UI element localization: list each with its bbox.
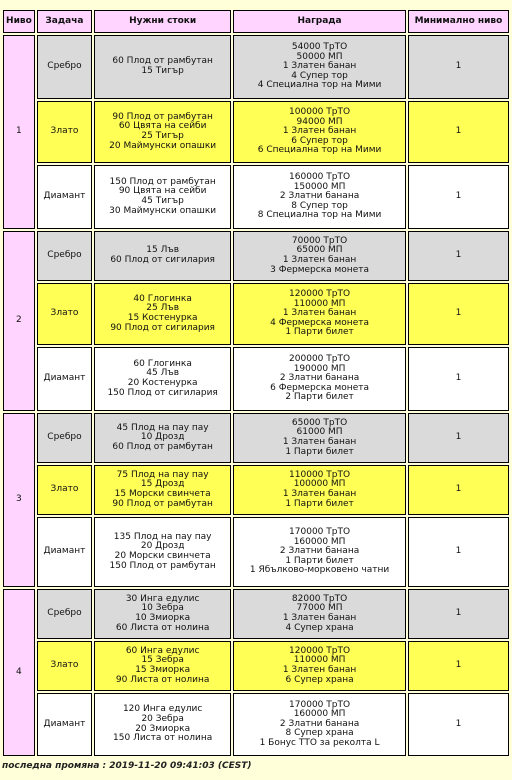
needs-item: 30 Маймунски опашки (109, 205, 217, 216)
needs-cell (94, 101, 231, 163)
needs-item: 20 Морски свинчета (114, 551, 211, 561)
needs-item: 15 Костенурка (127, 313, 198, 323)
needs-cell (94, 693, 231, 756)
needs-item: 45 Плод на пау пау (116, 422, 209, 433)
needs-cell (94, 641, 231, 691)
needs-item: 20 Дрозд (140, 541, 185, 552)
table-row (3, 283, 509, 345)
needs-item: 60 Цвята на сейби (118, 121, 207, 132)
needs-item: 60 Листа от нолина (115, 622, 210, 633)
min-level-cell: 1 (408, 347, 509, 411)
needs-item: 20 Зебра (141, 713, 184, 724)
needs-cell (94, 231, 231, 281)
quest-table-body (3, 35, 509, 756)
reward-item: 65000 МП (296, 245, 343, 256)
min-level-cell: 1 (408, 35, 509, 99)
reward-item: 170000 ТрТО (289, 699, 351, 710)
needs-item: 90 Плод от рамбутан (112, 111, 213, 122)
task-cell: Диамант (37, 517, 92, 587)
needs-item: 45 Тигър (141, 196, 184, 206)
table-row (3, 165, 509, 229)
reward-item: 4 Супер тор (291, 70, 348, 81)
needs-cell (94, 165, 231, 229)
table-row (3, 231, 509, 281)
reward-cell (233, 413, 406, 463)
needs-item: 20 Змиорка (135, 723, 191, 734)
reward-item: 110000 МП (293, 298, 346, 309)
reward-item: 120000 ТрТО (289, 289, 351, 300)
reward-item: 160000 МП (293, 536, 346, 547)
min-level-cell: 1 (408, 641, 509, 691)
table-row (3, 693, 509, 756)
table-row (3, 517, 509, 587)
header-level: Ниво (3, 10, 35, 33)
needs-item: 25 Лъв (146, 303, 180, 314)
reward-item: 8 Супер тор (291, 200, 348, 211)
task-cell: Диамант (37, 693, 92, 756)
task-cell: Злато (37, 283, 92, 345)
needs-item: 15 Тигър (141, 66, 184, 76)
reward-cell (233, 165, 406, 229)
reward-item: 2 Златни банана (279, 718, 360, 729)
needs-item: 150 Плод от рамбутан (109, 176, 216, 187)
reward-item: 70000 ТрТО (291, 235, 348, 246)
table-row (3, 413, 509, 463)
reward-cell (233, 589, 406, 639)
reward-item: 1 Парти билет (285, 446, 354, 457)
task-cell: Сребро (37, 413, 92, 463)
needs-item: 40 Глогинка (133, 293, 192, 304)
table-row (3, 35, 509, 99)
table-row (3, 347, 509, 411)
needs-item: 25 Тигър (141, 131, 184, 141)
reward-item: 170000 ТрТО (289, 527, 351, 538)
reward-item: 1 Златен банан (282, 613, 357, 623)
reward-item: 94000 МП (296, 116, 343, 127)
reward-item: 110000 ТрТО (289, 469, 351, 480)
reward-item: 1 Златен банан (282, 665, 357, 675)
needs-item: 150 Плод от сигилария (107, 387, 218, 398)
reward-item: 4 Фермерска монета (270, 317, 369, 328)
header-reward: Награда (233, 10, 406, 33)
needs-item: 10 Зебра (141, 603, 184, 614)
reward-item: 1 Златен банан (282, 437, 357, 447)
reward-item: 2 Златни банана (279, 373, 360, 384)
needs-item: 20 Маймунски опашки (109, 140, 217, 151)
min-level-cell: 1 (408, 693, 509, 756)
task-cell: Сребро (37, 35, 92, 99)
header-min-level: Минимално ниво (408, 10, 509, 33)
reward-item: 1 Парти билет (285, 327, 354, 338)
table-row (3, 589, 509, 639)
needs-item: 90 Плод от рамбутан (112, 498, 213, 509)
reward-item: 6 Супер тор (291, 135, 348, 146)
reward-item: 2 Златни банана (279, 191, 360, 202)
reward-item: 160000 ТрТО (289, 172, 351, 183)
reward-item: 1 Златен банан (282, 489, 357, 499)
needs-item: 15 Змиорка (135, 665, 191, 675)
reward-cell (233, 517, 406, 587)
needs-item: 15 Лъв (146, 245, 180, 256)
header-row (3, 10, 509, 33)
reward-cell (233, 347, 406, 411)
reward-item: 65000 ТрТО (291, 417, 348, 428)
needs-item: 90 Цвята на сейби (118, 186, 207, 197)
needs-item: 15 Зебра (141, 655, 184, 666)
needs-item: 75 Плод на пау пау (116, 469, 209, 480)
min-level-cell: 1 (408, 231, 509, 281)
reward-item: 190000 МП (293, 363, 346, 374)
level-cell: 3 (3, 413, 35, 587)
reward-item: 1 Бонус ТТО за реколта L (259, 737, 380, 748)
table-row (3, 641, 509, 691)
needs-cell (94, 517, 231, 587)
last-modified-note: последна промяна : 2019-11-20 09:41:03 (CEST) (2, 761, 252, 771)
min-level-cell: 1 (408, 101, 509, 163)
reward-item: 2 Златни банана (279, 546, 360, 557)
needs-item: 30 Инга едулис (125, 593, 200, 604)
reward-item: 4 Специална тор на Мими (257, 80, 382, 91)
header-task: Задача (37, 10, 92, 33)
min-level-cell: 1 (408, 517, 509, 587)
needs-item: 60 Плод от сигилария (110, 255, 215, 265)
needs-item: 20 Костенурка (127, 378, 198, 388)
reward-item: 8 Супер храна (285, 728, 354, 739)
task-cell: Сребро (37, 589, 92, 639)
reward-item: 6 Фермерска монета (270, 382, 369, 393)
reward-item: 100000 МП (293, 479, 346, 490)
reward-item: 1 Златен банан (282, 255, 357, 265)
reward-cell (233, 35, 406, 99)
reward-item: 4 Супер храна (285, 622, 354, 633)
needs-item: 15 Дрозд (140, 479, 185, 490)
needs-item: 10 Дрозд (140, 432, 185, 443)
reward-cell (233, 465, 406, 515)
task-cell: Злато (37, 465, 92, 515)
needs-item: 15 Морски свинчета (114, 489, 211, 499)
needs-item: 60 Плод от рамбутан (112, 56, 213, 67)
needs-item: 90 Плод от сигилария (110, 322, 215, 333)
needs-item: 150 Плод от рамбутан (109, 560, 216, 571)
reward-item: 8 Специална тор на Мими (257, 210, 382, 221)
reward-item: 6 Специална тор на Мими (257, 145, 382, 156)
needs-cell (94, 283, 231, 345)
reward-cell (233, 101, 406, 163)
reward-item: 200000 ТрТО (289, 354, 351, 365)
needs-item: 150 Листа от нолина (113, 733, 213, 744)
table-row (3, 465, 509, 515)
reward-item: 82000 ТрТО (291, 593, 348, 604)
needs-item: 60 Плод от рамбутан (112, 441, 213, 452)
quest-table (1, 8, 511, 758)
header-needs: Нужни стоки (94, 10, 231, 33)
level-cell: 2 (3, 231, 35, 411)
table-row (3, 101, 509, 163)
level-cell: 4 (3, 589, 35, 756)
needs-item: 10 Змиорка (135, 613, 191, 623)
reward-item: 1 Ябълково-морковено чатни (249, 565, 390, 576)
level-cell: 1 (3, 35, 35, 229)
needs-cell (94, 465, 231, 515)
min-level-cell: 1 (408, 589, 509, 639)
min-level-cell: 1 (408, 283, 509, 345)
needs-item: 90 Листа от нолина (115, 674, 210, 685)
min-level-cell: 1 (408, 165, 509, 229)
reward-cell (233, 283, 406, 345)
reward-item: 160000 МП (293, 709, 346, 720)
needs-item: 45 Лъв (146, 368, 180, 379)
needs-cell (94, 589, 231, 639)
reward-item: 54000 ТрТО (291, 42, 348, 53)
reward-cell (233, 693, 406, 756)
reward-item: 120000 ТрТО (289, 645, 351, 656)
reward-cell (233, 231, 406, 281)
needs-item: 135 Плод на пау пау (113, 531, 212, 542)
reward-item: 50000 МП (296, 51, 343, 62)
reward-item: 1 Златен банан (282, 308, 357, 319)
reward-item: 150000 МП (293, 181, 346, 192)
needs-cell (94, 413, 231, 463)
reward-item: 1 Парти билет (285, 555, 354, 566)
reward-item: 100000 ТрТО (289, 107, 351, 118)
reward-item: 1 Парти билет (285, 498, 354, 509)
reward-item: 61000 МП (296, 427, 343, 438)
min-level-cell: 1 (408, 413, 509, 463)
task-cell: Диамант (37, 165, 92, 229)
min-level-cell: 1 (408, 465, 509, 515)
needs-item: 60 Инга едулис (125, 645, 200, 656)
needs-cell (94, 347, 231, 411)
reward-item: 6 Супер храна (285, 674, 354, 685)
needs-item: 60 Глогинка (133, 358, 192, 369)
task-cell: Диамант (37, 347, 92, 411)
reward-item: 77000 МП (296, 603, 343, 614)
reward-item: 110000 МП (293, 655, 346, 666)
task-cell: Сребро (37, 231, 92, 281)
needs-cell (94, 35, 231, 99)
task-cell: Злато (37, 641, 92, 691)
task-cell: Злато (37, 101, 92, 163)
reward-item: 1 Златен банан (282, 126, 357, 137)
needs-item: 120 Инга едулис (122, 704, 203, 715)
reward-cell (233, 641, 406, 691)
reward-item: 2 Парти билет (285, 392, 354, 403)
reward-item: 1 Златен банан (282, 61, 357, 72)
reward-item: 3 Фермерска монета (270, 264, 369, 275)
